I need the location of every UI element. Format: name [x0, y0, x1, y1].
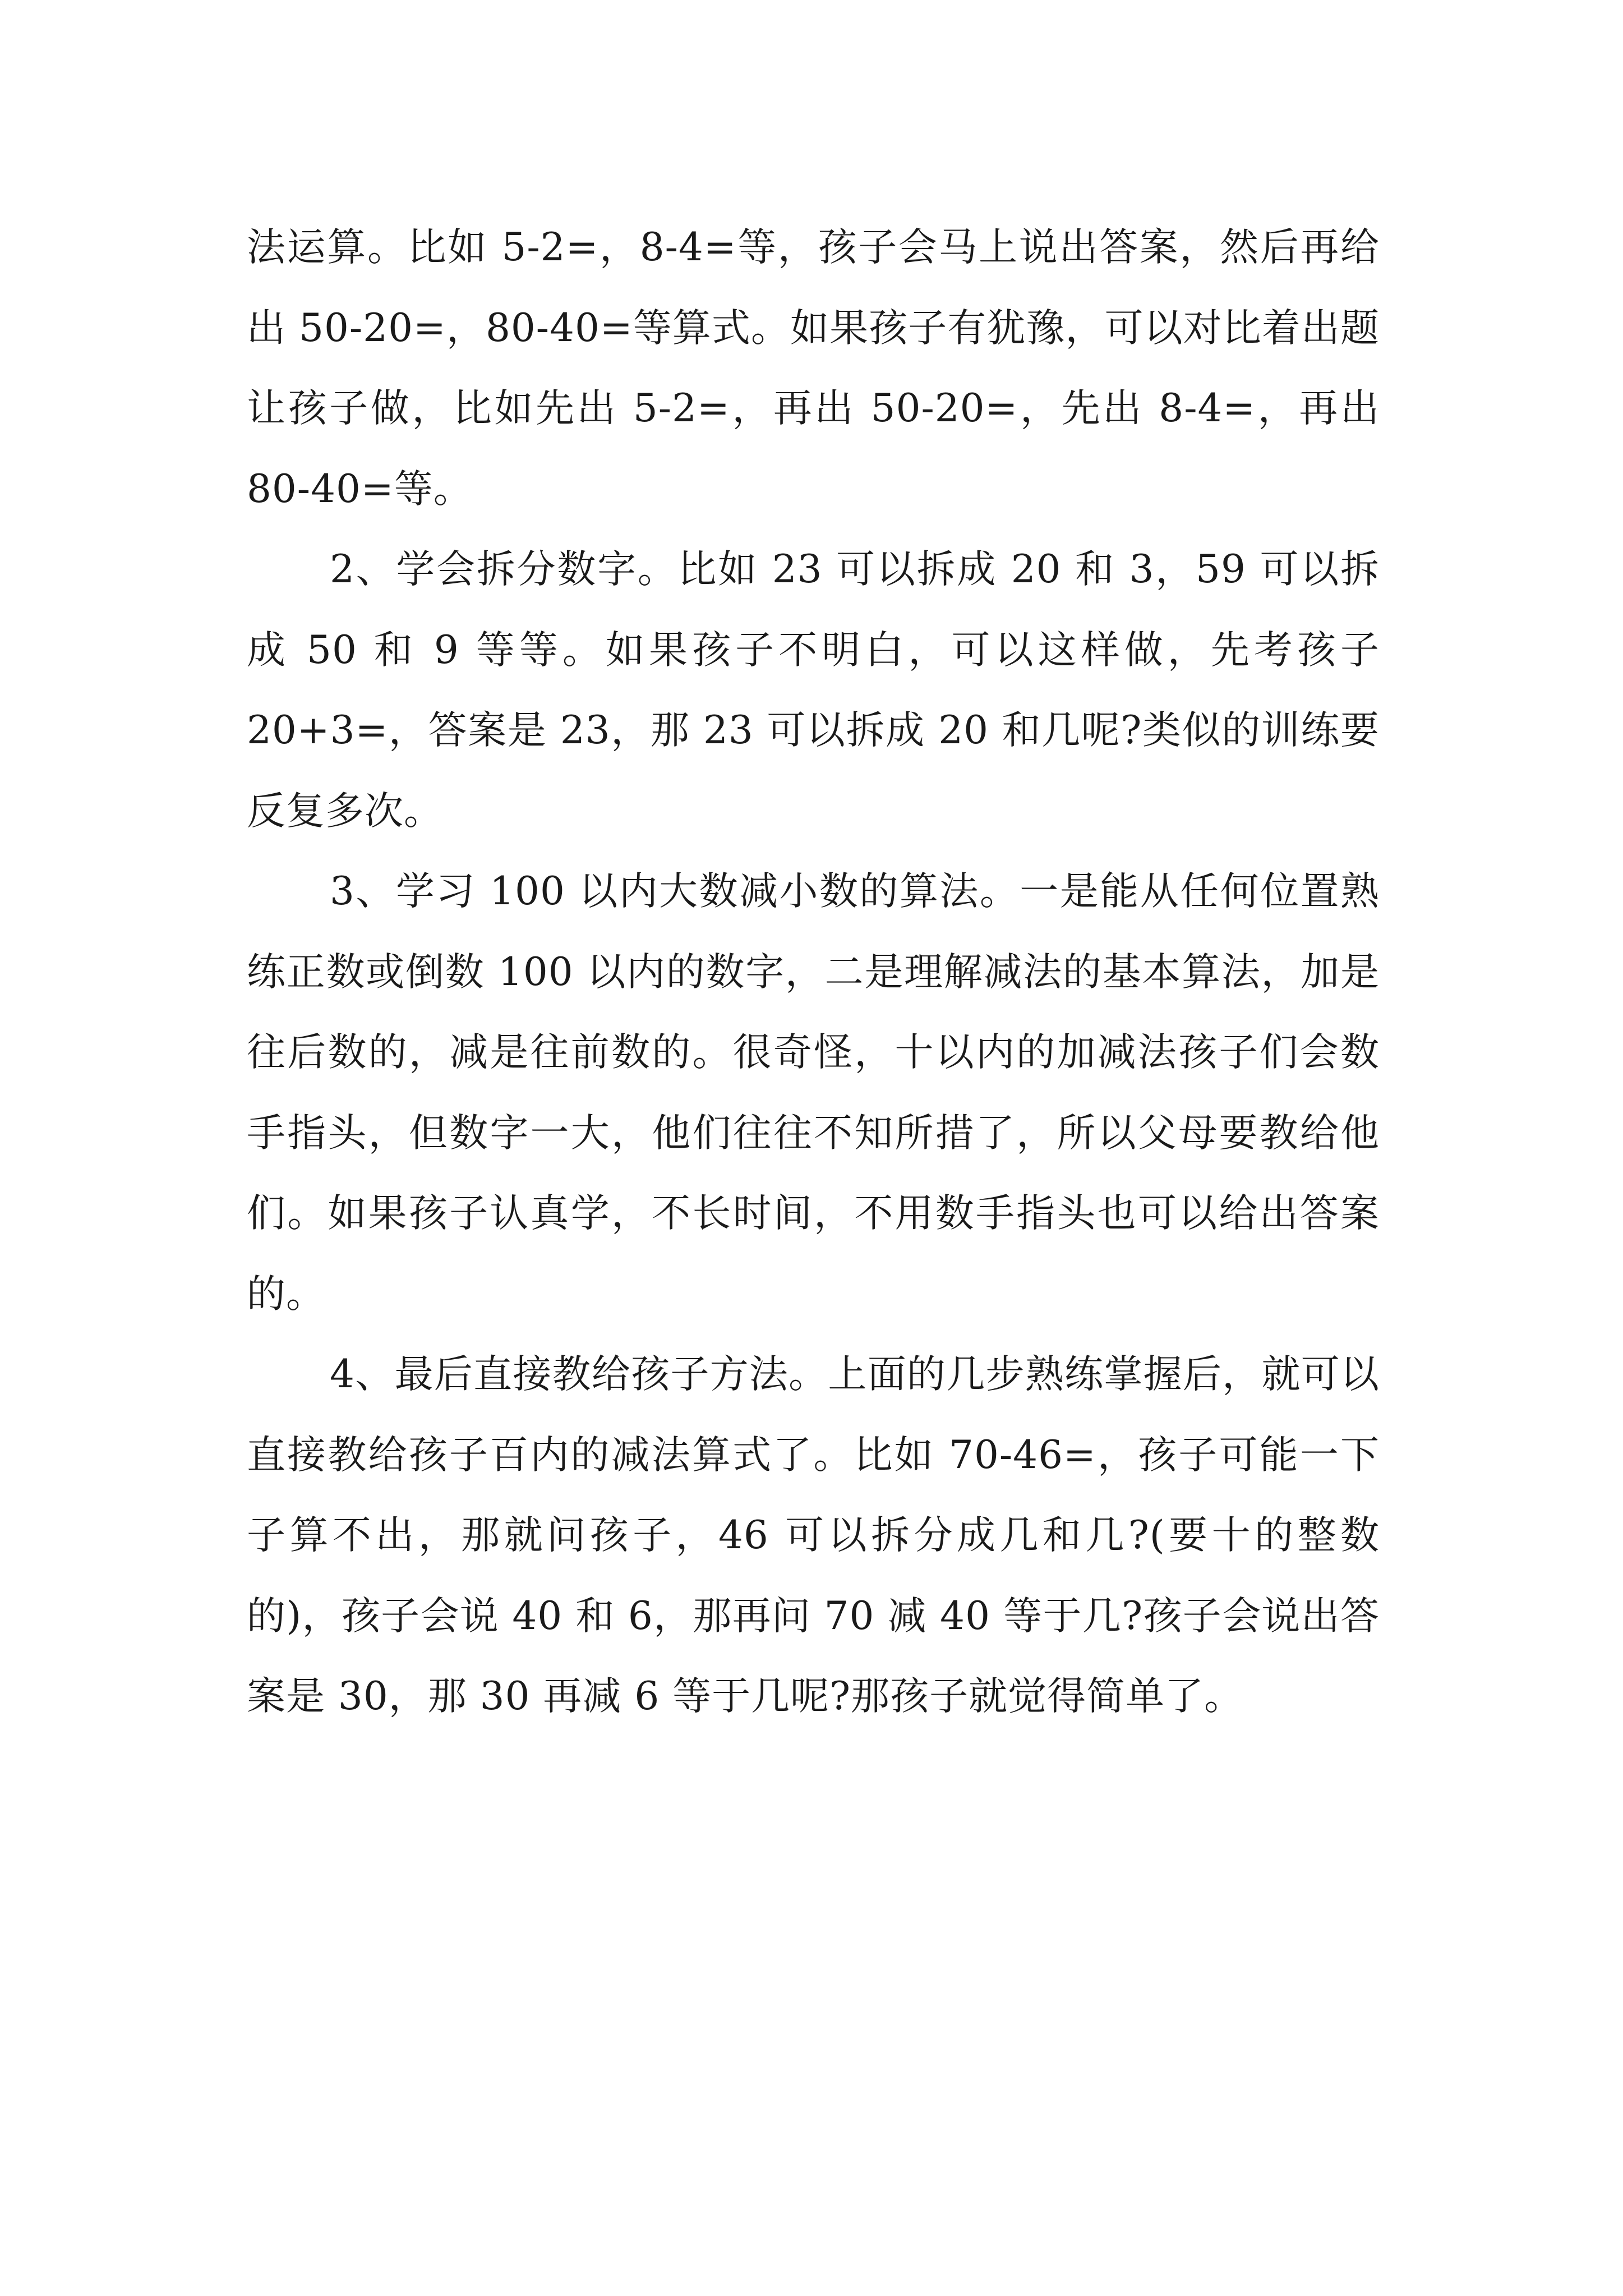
paragraph-step-4: 4、最后直接教给孩子方法。上面的几步熟练掌握后，就可以直接教给孩子百内的减法算式了。比如 70-46=，孩子可能一下子算不出，那就问孩子，46 可以拆分成几和几?(要十的整数的)，孩子会说 40 和 6，那再问 70 减 40 等于几?孩子会说出答案是 30，那 30 再减 6 等于几呢?那孩子就觉得简单了。 [247, 1352, 1380, 1719]
document-body [247, 208, 1380, 1737]
paragraph-step-2: 2、学会拆分数字。比如 23 可以拆成 20 和 3，59 可以拆成 50 和 9 等等。如果孩子不明白，可以这样做，先考孩子 20+3=，答案是 23，那 23 可以拆成 20 和几呢?类似的训练要反复多次。 [247, 547, 1380, 834]
paragraph-continuation: 法运算。比如 5-2=，8-4=等，孩子会马上说出答案，然后再给出 50-20=，80-40=等算式。如果孩子有犹豫，可以对比着出题让孩子做，比如先出 5-2=，再出 50-20=，先出 8-4=，再出 80-40=等。 [247, 225, 1380, 512]
paragraph-step-3: 3、学习 100 以内大数减小数的算法。一是能从任何位置熟练正数或倒数 100 以内的数字，二是理解减法的基本算法，加是往后数的，减是往前数的。很奇怪，十以内的加减法孩子们会数手指头，但数字一大，他们往往不知所措了，所以父母要教给他们。如果孩子认真学，不长时间，不用数手指头也可以给出答案的。 [247, 869, 1380, 1317]
